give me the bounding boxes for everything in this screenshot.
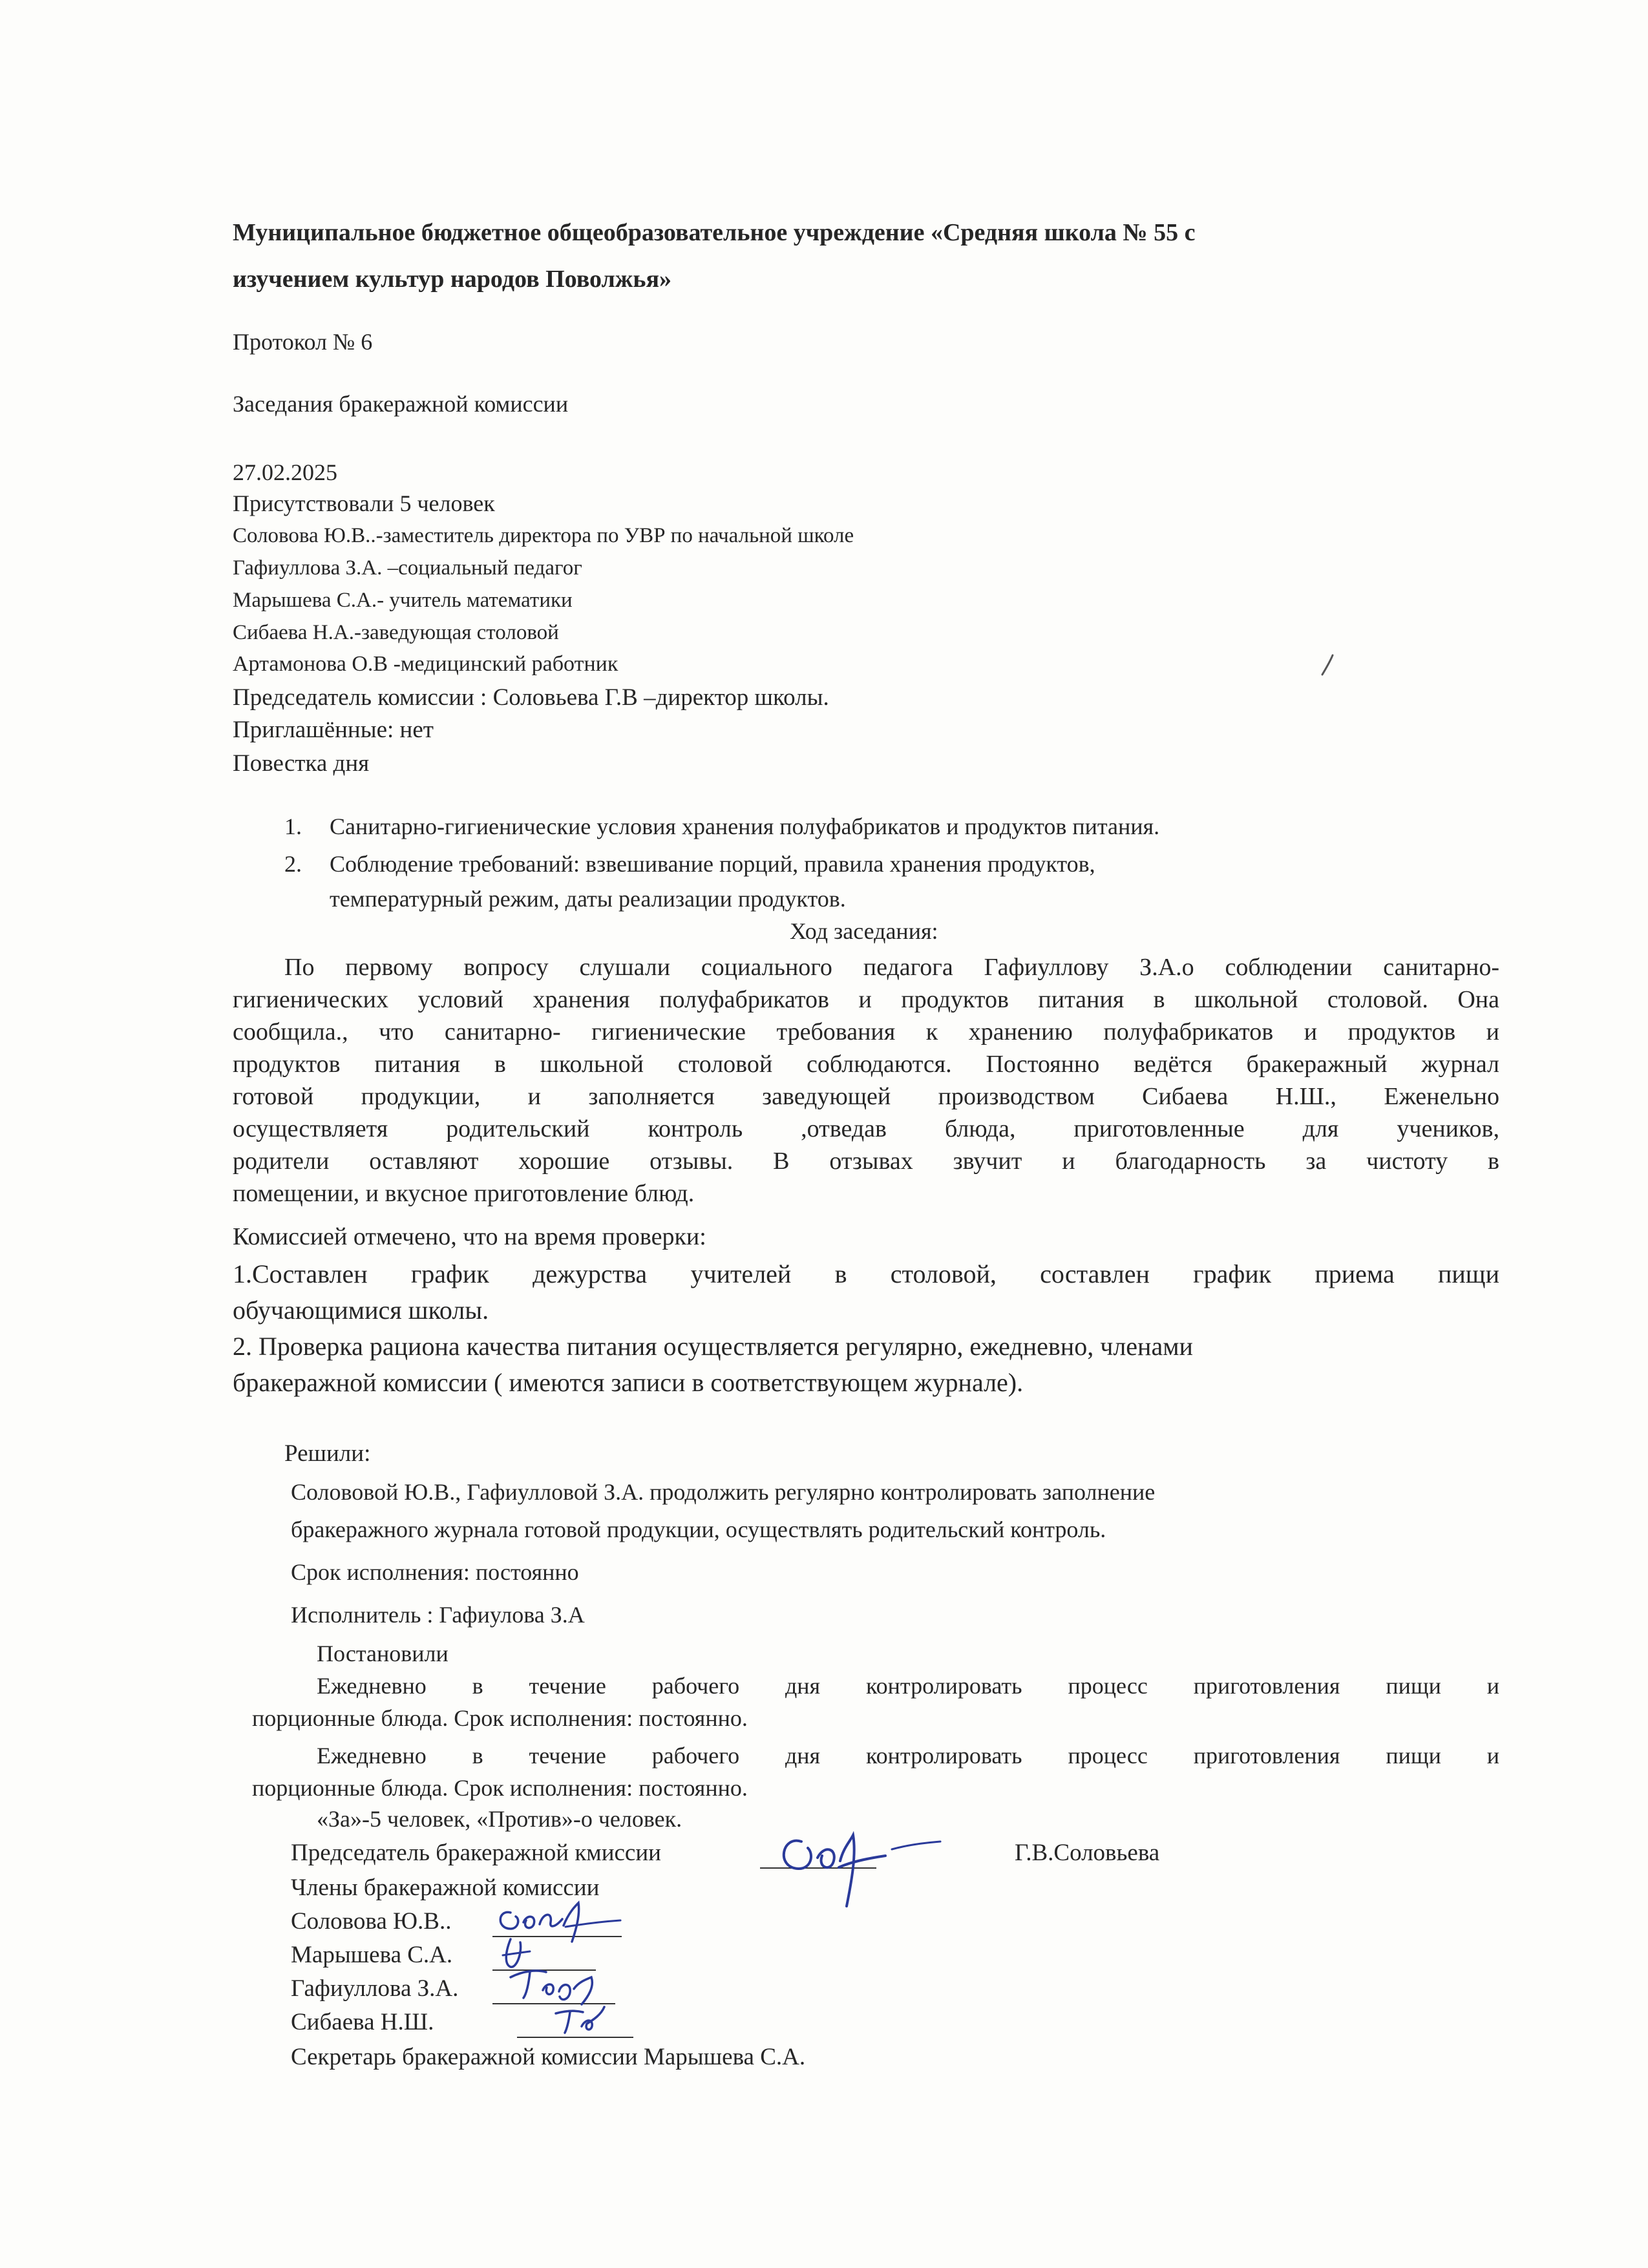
members-title: Члены бракеражной комиссии — [291, 1874, 600, 1901]
agenda-item-text: Соблюдение требований: взвешивание порций, правила хранения продуктов, — [330, 851, 1095, 877]
report-line: сообщила., что санитарно- гигиенические требования к хранению полуфабрикатов и продуктов и — [233, 1018, 1499, 1045]
report-line: готовой продукции, и заполняется заведующей производством Сибаева Н.Ш., Еженельно — [233, 1083, 1499, 1110]
member-name: Марышева С.А. — [291, 1942, 453, 1968]
attendee-item: Марышева С.А.- учитель математики — [233, 589, 573, 612]
report-line: продуктов питания в школьной столовой соблюдаются. Постоянно ведётся бракеражный журнал — [233, 1051, 1499, 1078]
report-line: родители оставляют хорошие отзывы. В отзывах звучит и благодарность за чистоту в — [233, 1148, 1499, 1175]
attendee-item: Сибаева Н.А.-заведующая столовой — [233, 621, 559, 644]
noted-line: обучающимися школы. — [233, 1296, 489, 1325]
noted-paragraph — [233, 1256, 1499, 1401]
invited: Приглашённые: нет — [233, 717, 434, 743]
commission-chair: Председатель комиссии : Соловьева Г.В –директор школы. — [233, 684, 829, 711]
secretary: Секретарь бракеражной комиссии Марышева С.А. — [291, 2044, 806, 2070]
resolved-paragraph-1 — [252, 1670, 1499, 1734]
agenda-item-text-continued: температурный режим, даты реализации продуктов. — [330, 886, 846, 912]
protocol-title: Заседания бракеражной комиссии — [233, 391, 569, 417]
report-line: По первому вопросу слушали социального педагога Гафиуллову З.А.о соблюдении санитарно- — [284, 954, 1499, 981]
resolved-paragraph-2 — [252, 1739, 1499, 1804]
commission-noted: Комиссией отмечено, что на время проверки: — [233, 1223, 706, 1250]
agenda-item-number: 1. — [284, 814, 302, 839]
protocol-number: Протокол № 6 — [233, 329, 373, 355]
noted-line: 2. Проверка рациона качества питания осуществляется регулярно, ежедневно, членами — [233, 1332, 1193, 1361]
resolved-title: Постановили — [317, 1641, 449, 1666]
agenda-item-text: Санитарно-гигиенические условия хранения полуфабрикатов и продуктов питания. — [330, 814, 1160, 839]
chair-signature-image — [763, 1796, 969, 1926]
resolved-line: порционные блюда. Срок исполнения: постоянно. — [252, 1705, 748, 1731]
decided-line: Солововой Ю.В., Гафиулловой З.А. продолжить регулярно контролировать заполнение — [291, 1479, 1156, 1505]
protocol-date: 27.02.2025 — [233, 459, 337, 485]
decided-deadline: Срок исполнения: постоянно — [291, 1559, 579, 1585]
report-paragraph — [233, 951, 1499, 1210]
attendee-item: Артамонова О.В -медицинский работник — [233, 652, 618, 676]
resolved-line: порционные блюда. Срок исполнения: постоянно. — [252, 1775, 748, 1801]
attendee-item: Гафиуллова З.А. –социальный педагог — [233, 556, 582, 580]
report-line: гигиенических условий хранения полуфабрикатов и продуктов питания в школьной столовой. Она — [233, 986, 1499, 1013]
member-name: Соловова Ю.В.. — [291, 1908, 452, 1935]
member-name: Гафиуллова З.А. — [291, 1975, 459, 2002]
decided-line: бракеражного журнала готовой продукции, осуществлять родительский контроль. — [291, 1517, 1106, 1542]
org-name-line-1: Муниципальное бюджетное общеобразовательное учреждение «Средняя школа № 55 с — [233, 219, 1196, 246]
noted-line: бракеражной комиссии ( имеются записи в соответствующем журнале). — [233, 1368, 1024, 1397]
noted-line: 1.Составлен график дежурства учителей в столовой, составлен график приема пищи — [233, 1259, 1499, 1288]
member-name: Сибаева Н.Ш. — [291, 2009, 434, 2035]
report-line: помещении, и вкусное приготовление блюд. — [233, 1180, 695, 1207]
report-line: осуществляетя родительский контроль ,отведав блюда, приготовленные для учеников, — [233, 1115, 1499, 1142]
present-count: Присутствовали 5 человек — [233, 490, 495, 516]
member-signature-image — [543, 1994, 633, 2039]
decided-title: Решили: — [284, 1440, 371, 1467]
chair-signature-label: Председатель бракеражной кмиссии — [291, 1840, 661, 1866]
chair-name: Г.В.Соловьева — [1015, 1840, 1160, 1866]
resolved-line: Ежедневно в течение рабочего дня контролировать процесс приготовления пищи и — [317, 1743, 1499, 1769]
meeting-title: Ход заседания: — [790, 918, 938, 944]
pen-mark — [1318, 653, 1338, 678]
agenda-item-number: 2. — [284, 851, 302, 877]
decided-executor: Исполнитель : Гафиулова З.А — [291, 1602, 585, 1628]
attendee-item: Соловова Ю.В..-заместитель директора по УВР по начальной школе — [233, 524, 854, 547]
agenda-title: Повестка дня — [233, 750, 370, 777]
org-name-line-2: изучением культур народов Поволжья» — [233, 266, 672, 293]
resolved-line: Ежедневно в течение рабочего дня контролировать процесс приготовления пищи и — [317, 1673, 1499, 1699]
vote-result: «За»-5 человек, «Против»-о человек. — [317, 1806, 682, 1832]
